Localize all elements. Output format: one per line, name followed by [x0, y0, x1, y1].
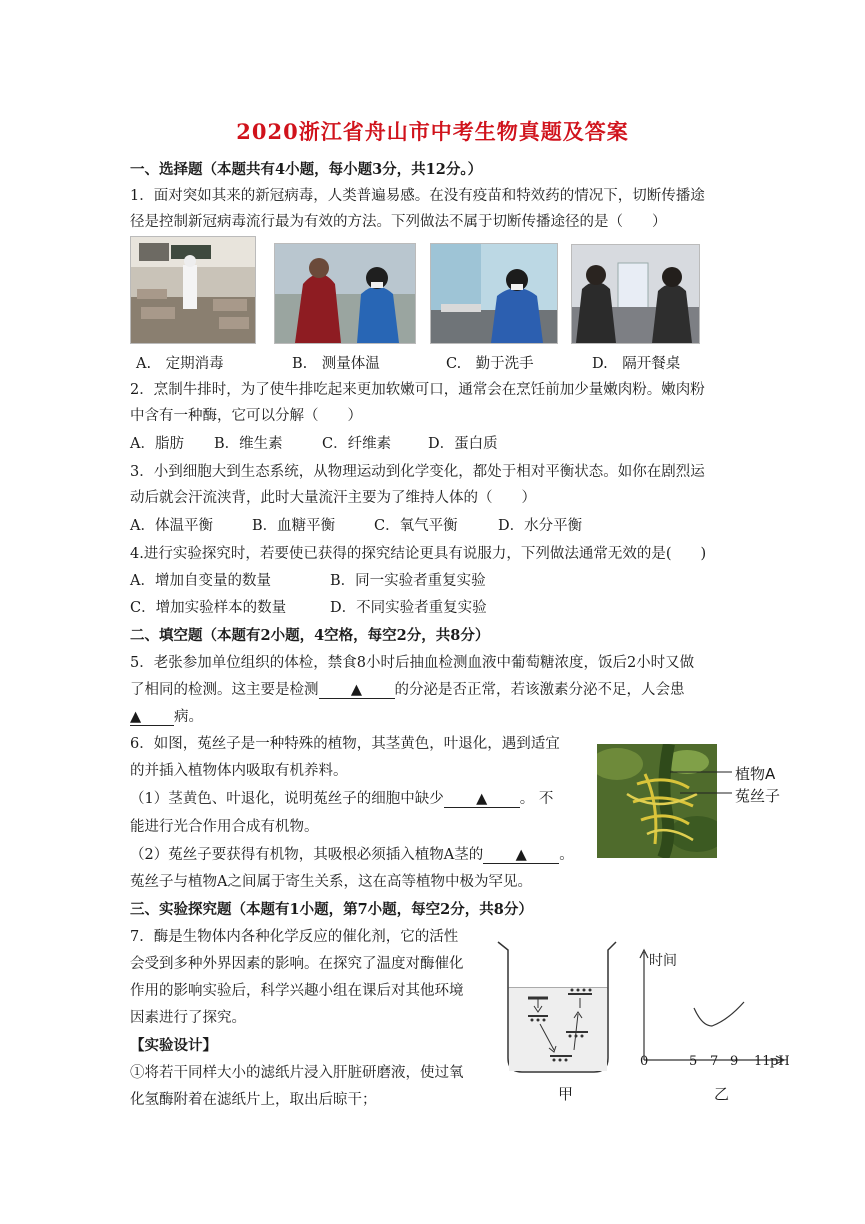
- section-heading-fill: 二、填空题（本题有2小题，4空格，每空2分，共8分）: [130, 627, 490, 644]
- q6-text-line5-start: （2）菟丝子要获得有机物，其吸根必须插入植物A茎的: [130, 847, 484, 863]
- q6-text-line6: 菟丝子与植物A之间属于寄生关系，这在高等植物中极为罕见。: [130, 874, 532, 890]
- photo-handwashing: [430, 243, 558, 344]
- q1-option-b: B. 测量体温: [292, 356, 380, 372]
- q6-text-line1: 6．如图，菟丝子是一种特殊的植物，其茎黄色，叶退化，遇到适宜: [130, 736, 560, 752]
- q6-text-line3-start: （1）茎黄色、叶退化，说明菟丝子的细胞中缺少: [130, 791, 444, 807]
- q3-option-a: A．体温平衡: [130, 518, 213, 534]
- section-heading-choice: 一、选择题（本题共有4小题，每小题3分，共12分。）: [130, 161, 483, 178]
- q2-text-line2: 中含有一种酶，它可以分解（ ）: [130, 408, 362, 424]
- q7-step1-line2: 化氢酶附着在滤纸片上，取出后晾干；: [130, 1092, 377, 1108]
- q1-option-d: D. 隔开餐桌: [592, 356, 681, 372]
- label-dodder: 菟丝子: [735, 787, 781, 805]
- q5-text-line3-end: 病。: [174, 709, 203, 725]
- graph-tick-9: 9: [730, 1054, 739, 1069]
- q2-option-a: A．脂肪: [130, 436, 184, 452]
- q7-text-line2: 会受到多种外界因素的影响。在探究了温度对酶催化: [130, 956, 464, 972]
- q6-text-line4: 能进行光合作用合成有机物。: [130, 819, 319, 835]
- q5-text-line1: 5．老张参加单位组织的体检，禁食8小时后抽血检测血液中葡萄糖浓度，饭后2小时又做: [130, 655, 695, 671]
- q6-text-line2: 的并插入植物体内吸取有机养料。: [130, 763, 348, 779]
- q5-text-line3: [130, 705, 203, 726]
- photo-separated-tables: [571, 244, 700, 344]
- q4-option-c: C．增加实验样本的数量: [130, 600, 287, 616]
- q4-option-b: B．同一实验者重复实验: [330, 573, 486, 589]
- graph-x-label: pH: [770, 1054, 790, 1069]
- q6-text-line5-end: 。: [559, 847, 574, 863]
- q6-text-line3-end: 。 不: [519, 791, 554, 807]
- q7-text-line4: 因素进行了探究。: [130, 1010, 246, 1026]
- q1-option-a: A. 定期消毒: [136, 356, 224, 372]
- q4-option-a: A．增加自变量的数量: [130, 573, 271, 589]
- q2-option-b: B．维生素: [214, 436, 283, 452]
- label-plant-a: 植物A: [735, 765, 776, 783]
- q7-experiment-design-heading: 【实验设计】: [130, 1037, 217, 1054]
- q2-option-d: D．蛋白质: [428, 436, 498, 452]
- q3-option-b: B．血糖平衡: [252, 518, 336, 534]
- q5-blank-2[interactable]: ▲: [130, 709, 174, 726]
- q6-text-line5: [130, 843, 574, 864]
- q5-text-line2-start: 了相同的检测。这主要是检测: [130, 682, 319, 698]
- photo-disinfection: [130, 236, 256, 344]
- q5-text-line2-end: 的分泌是否正常，若该激素分泌不足，人会患: [394, 682, 685, 698]
- beaker-diagram: [494, 938, 620, 1078]
- figure-label-yi: 乙: [714, 1085, 730, 1103]
- q2-option-c: C．纤维素: [322, 436, 392, 452]
- q1-text-line2: 径是控制新冠病毒流行最为有效的方法。下列做法不属于切断传播途径的是（ ）: [130, 214, 667, 230]
- q7-text-line1: 7．酶是生物体内各种化学反应的催化剂，它的活性: [130, 929, 459, 945]
- graph-tick-7: 7: [710, 1054, 719, 1069]
- photo-temperature: [274, 243, 416, 344]
- graph-tick-0: 0: [640, 1054, 649, 1069]
- q6-blank-1[interactable]: ▲: [444, 791, 520, 808]
- q5-text-line2: [130, 678, 685, 699]
- q3-option-d: D．水分平衡: [498, 518, 583, 534]
- q1-option-c: C. 勤于洗手: [446, 356, 534, 372]
- q5-blank-1[interactable]: ▲: [319, 682, 395, 699]
- graph-tick-5: 5: [689, 1054, 698, 1069]
- graph-tick-11: 11: [754, 1054, 771, 1069]
- q3-option-c: C．氧气平衡: [374, 518, 458, 534]
- graph-y-label: 时间: [649, 953, 677, 969]
- q3-text-line2: 动后就会汗流浃背，此时大量流汗主要为了维持人体的（ ）: [130, 490, 536, 506]
- q7-step1-line1: ①将若干同样大小的滤纸片浸入肝脏研磨液，使过氧: [130, 1065, 464, 1081]
- q6-blank-2[interactable]: ▲: [483, 847, 559, 864]
- q3-text-line1: 3．小到细胞大到生态系统，从物理运动到化学变化，都处于相对平衡状态。如你在剧烈运: [130, 464, 705, 480]
- page-title: 2020浙江省舟山市中考生物真题及答案: [236, 119, 629, 144]
- section-heading-experiment: 三、实验探究题（本题有1小题，第7小题，每空2分，共8分）: [130, 901, 533, 918]
- q4-option-d: D．不同实验者重复实验: [330, 600, 487, 616]
- dodder-label-leaders: [660, 764, 740, 804]
- q7-text-line3: 作用的影响实验后，科学兴趣小组在课后对其他环境: [130, 983, 464, 999]
- q1-text-line1: 1．面对突如其来的新冠病毒，人类普遍易感。在没有疫苗和特效药的情况下，切断传播途: [130, 188, 705, 204]
- figure-label-jia: 甲: [558, 1085, 574, 1103]
- q2-text-line1: 2．烹制牛排时，为了使牛排吃起来更加软嫩可口，通常会在烹饪前加少量嫩肉粉。嫩肉粉: [130, 382, 705, 398]
- q6-text-line3: [130, 787, 553, 808]
- q4-text-line1: 4.进行实验探究时，若要使已获得的探究结论更具有说服力，下列做法通常无效的是( ): [130, 546, 707, 562]
